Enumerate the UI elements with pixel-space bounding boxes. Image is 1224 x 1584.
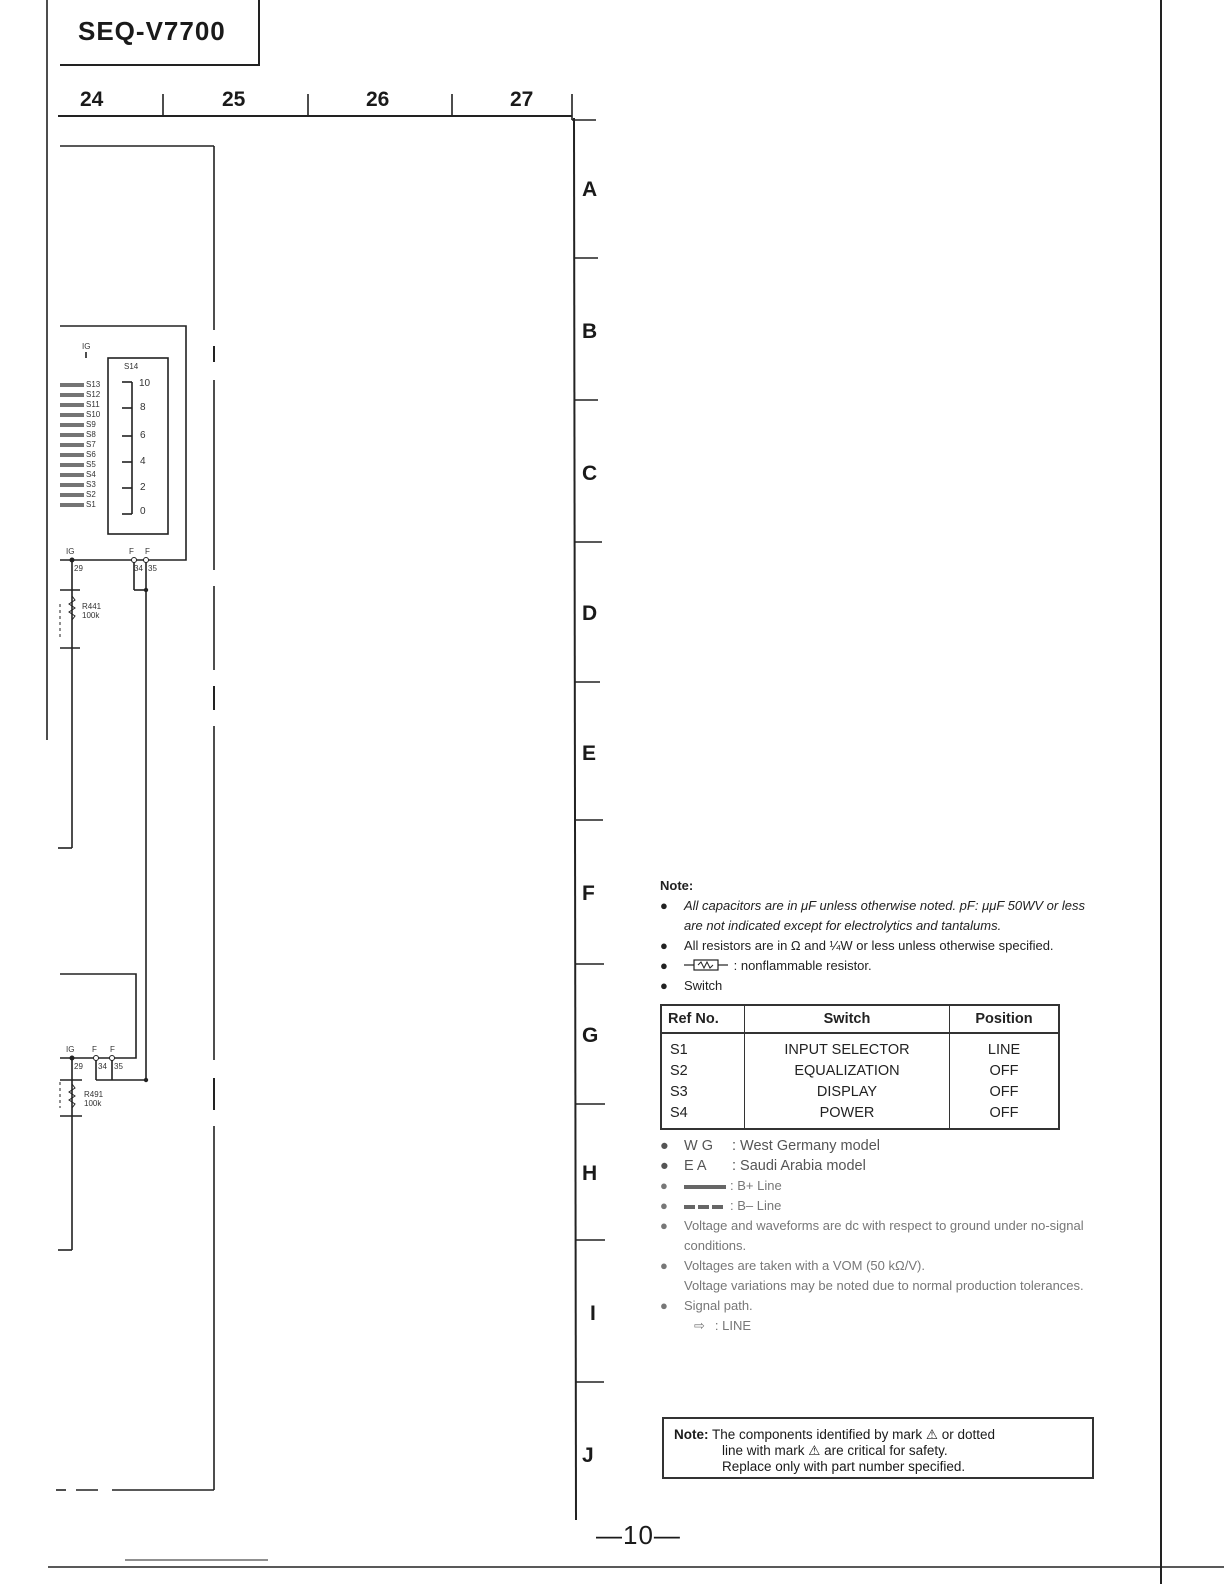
upper-f1: F (129, 547, 134, 556)
note-b-minus: ● : B– Line (660, 1196, 1100, 1216)
safety-line-2: line with mark ⚠ are critical for safety. (722, 1443, 948, 1458)
b-minus-line-icon (684, 1205, 726, 1209)
nonflammable-resistor-icon (684, 959, 730, 971)
header-switch: Switch (745, 1005, 950, 1033)
note-model-ea: ● E A : Saudi Arabia model (660, 1158, 866, 1174)
row-B: B (582, 320, 598, 343)
row-D: D (582, 602, 598, 625)
position-cell: OFF (989, 1105, 1019, 1121)
lower-pin-35: 35 (114, 1062, 123, 1071)
note-model-wg: ● W G : West Germany model (660, 1138, 881, 1154)
switch-cell: INPUT SELECTOR (745, 1033, 950, 1061)
pin-s3: S3 (86, 480, 96, 489)
switch-table (660, 1004, 1060, 1130)
pin-s11: S11 (86, 400, 100, 409)
switch-cell: DISPLAY (745, 1082, 950, 1103)
note-switch: ● Switch (660, 976, 1100, 996)
switch-table-header (661, 1005, 1059, 1033)
safety-line-3: Replace only with part number specified. (722, 1459, 966, 1474)
header-position: Position (950, 1005, 1060, 1033)
upper-f2: F (145, 547, 150, 556)
ref-cell: S2 (661, 1061, 745, 1082)
table-row (661, 1033, 1059, 1061)
switch-cell: POWER (745, 1103, 950, 1129)
notes-list-lower (660, 1136, 1100, 1336)
row-A: A (582, 178, 598, 201)
safety-line-1: Note: The components identified by mark ⚠ or dotted (674, 1427, 996, 1442)
bullet-icon: ● (660, 1298, 668, 1313)
bullet-icon: ● (660, 1158, 669, 1174)
lower-ic-label: IG (66, 1045, 75, 1054)
pin-s2: S2 (86, 490, 96, 499)
pin-s9: S9 (86, 420, 96, 429)
lower-f1: F (92, 1045, 97, 1054)
scale-0: 0 (140, 506, 146, 517)
ref-cell: S4 (661, 1103, 745, 1129)
column-26: 26 (366, 88, 390, 111)
row-J: J (582, 1444, 594, 1467)
position-cell: LINE (987, 1042, 1021, 1058)
pin-s1: S1 (86, 500, 96, 509)
notes-list (660, 896, 1100, 996)
scale-10: 10 (139, 378, 151, 389)
column-27: 27 (510, 88, 534, 111)
pin-s7: S7 (86, 440, 96, 449)
note-b-plus: ● : B+ Line (660, 1176, 1100, 1196)
switch-cell: EQUALIZATION (745, 1061, 950, 1082)
scale-2: 2 (140, 482, 146, 493)
upper-pin-35: 35 (148, 564, 157, 573)
upper-ic-label: IG (66, 547, 75, 556)
row-G: G (582, 1024, 599, 1047)
scale-4: 4 (140, 456, 146, 467)
pin-s10: S10 (86, 410, 101, 419)
table-row (661, 1061, 1059, 1082)
note-capacitors: ● All capacitors are in μF unless otherwise noted. pF: μμF 50WV or less are not indicated except for electrolytics and tantalums. (660, 898, 1085, 933)
bullet-icon: ● (660, 1198, 668, 1213)
bullet-icon: ● (660, 958, 668, 973)
bullet-icon: ● (660, 898, 668, 913)
note-voltage: ● Voltage and waveforms are dc with respect to ground under no-signal conditions. (660, 1218, 1084, 1253)
page-number: —10— (596, 1520, 681, 1550)
b-plus-line-icon (684, 1185, 726, 1189)
safety-note (662, 1417, 1094, 1479)
row-F: F (582, 882, 595, 905)
upper-resistor: R441 (82, 602, 102, 611)
table-row (661, 1082, 1059, 1103)
row-E: E (582, 742, 597, 765)
scale-6: 6 (140, 430, 146, 441)
ref-cell: S3 (661, 1082, 745, 1103)
position-cell: OFF (989, 1084, 1019, 1100)
notes-title: Note: (660, 878, 694, 893)
pin-s5: S5 (86, 460, 96, 469)
ic-label-top: IG (82, 342, 91, 351)
position-cell: OFF (989, 1063, 1019, 1079)
ref-cell: S1 (661, 1033, 745, 1061)
column-24: 24 (80, 88, 104, 111)
row-C: C (582, 462, 598, 485)
notes-block (660, 876, 1100, 1336)
table-row (661, 1103, 1059, 1129)
lower-resistor-value: 100k (84, 1099, 102, 1108)
lower-pin-29: 29 (74, 1062, 83, 1071)
lower-resistor: R491 (84, 1090, 104, 1099)
upper-pin-29: 29 (74, 564, 83, 573)
pin-s12: S12 (86, 390, 101, 399)
signal-arrow-icon: ⇨ (694, 1318, 705, 1333)
pin-s4: S4 (86, 470, 96, 479)
switch-label: S14 (124, 362, 139, 371)
column-25: 25 (222, 88, 246, 111)
model-title: SEQ-V7700 (78, 16, 226, 46)
row-H: H (582, 1162, 598, 1185)
pin-s13: S13 (86, 380, 101, 389)
bullet-icon: ● (660, 1258, 668, 1273)
upper-resistor-value: 100k (82, 611, 100, 620)
lower-f2: F (110, 1045, 115, 1054)
pin-s6: S6 (86, 450, 96, 459)
bullet-icon: ● (660, 978, 668, 993)
row-I: I (590, 1302, 596, 1325)
header-ref-no: Ref No. (661, 1005, 745, 1033)
pin-s8: S8 (86, 430, 96, 439)
bullet-icon: ● (660, 1218, 668, 1233)
bullet-icon: ● (660, 1178, 668, 1193)
scale-8: 8 (140, 402, 146, 413)
bullet-icon: ● (660, 938, 668, 953)
upper-pin-34: 34 (134, 564, 143, 573)
lower-pin-34: 34 (98, 1062, 107, 1071)
note-vom: ● Voltages are taken with a VOM (50 kΩ/V). Voltage variations may be noted due to normal production tolerances. (660, 1258, 1084, 1293)
note-resistors: ● All resistors are in Ω and ¼W or less unless otherwise specified. (660, 936, 1100, 956)
bullet-icon: ● (660, 1138, 669, 1154)
note-signal-path: ● Signal path. ⇨ : LINE (660, 1296, 1100, 1336)
note-nonflammable: ● : nonflammable resistor. (660, 956, 1100, 976)
